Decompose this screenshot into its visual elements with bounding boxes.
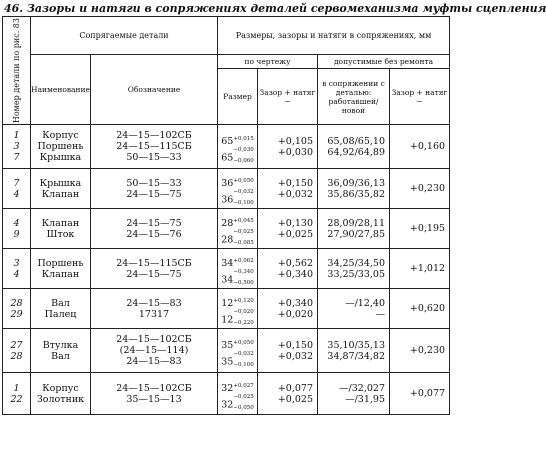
size-line	[218, 393, 257, 411]
size-base: 12	[221, 314, 234, 325]
size-base: 36	[221, 177, 234, 189]
allowable-mating-line: —	[375, 308, 385, 320]
allowable-mating	[318, 169, 390, 209]
size-base: 32	[221, 399, 234, 410]
clearance-value-line: +0,025	[277, 393, 313, 405]
header-part-number: Номер детали по рис. 83	[3, 17, 31, 125]
size-tolerance	[233, 189, 253, 211]
size-tolerance	[233, 340, 253, 351]
part-designation-line: 17317	[138, 308, 170, 320]
clearance-value-line: +0,150	[277, 177, 313, 189]
table-row	[3, 249, 450, 289]
table-row	[3, 373, 450, 415]
size-base: 28	[221, 217, 234, 229]
allowable-mating-line: 27,90/27,85	[327, 228, 385, 240]
size-line	[218, 136, 257, 147]
part-designation-line: 24—15—75	[126, 217, 182, 229]
size-cell	[218, 373, 258, 415]
size-line	[218, 340, 257, 351]
table-body	[3, 125, 450, 415]
size-base: 28	[221, 234, 234, 245]
part-designation	[91, 209, 218, 249]
tolerance-upper: −0,025	[233, 228, 254, 235]
size-base: 32	[221, 382, 234, 394]
table-title: 46. Зазоры и натяги в сопряжениях деталей сервомеханизма муфты сцепления	[4, 2, 546, 15]
part-name-line: Вал	[51, 297, 70, 309]
allowable-mating	[318, 289, 390, 329]
part-name-line: Вал	[51, 350, 70, 362]
size-base: 65	[221, 152, 234, 163]
header-allowable: допустимые без ремонта	[318, 55, 450, 69]
tolerance-lower: −0,085	[233, 239, 254, 246]
part-designation-line: 24—15—102СБ	[116, 334, 192, 345]
part-number-line: 1	[13, 130, 20, 141]
tolerance-lower: −0,100	[233, 361, 254, 368]
part-designation	[91, 125, 218, 169]
size-line	[218, 383, 257, 394]
part-name	[31, 125, 91, 169]
tolerance-upper: +0,050	[233, 177, 254, 184]
clearance-value-line: +0,032	[277, 350, 313, 362]
part-name-line: Шток	[46, 228, 75, 240]
size-base: 34	[221, 274, 234, 285]
allowable-mating-line: 33,25/33,05	[327, 268, 385, 280]
part-number-line: 7	[13, 177, 20, 189]
part-designation-line: 50—15—33	[126, 152, 182, 163]
part-number	[3, 125, 31, 169]
size-tolerance	[233, 269, 253, 291]
allowable-mating-line: 35,10/35,13	[327, 339, 385, 351]
allowable-mating-line: —/31,95	[345, 393, 385, 405]
size-tolerance	[233, 136, 253, 147]
part-name-line: Корпус	[42, 382, 79, 394]
tolerance-lower: −0,100	[233, 199, 254, 206]
clearance-value-line: +0,340	[277, 297, 313, 309]
allowable-clearance-line: +0,230	[409, 183, 446, 194]
tolerance-upper: −0,020	[233, 308, 254, 315]
size-base: 65	[221, 135, 234, 147]
part-name	[31, 249, 91, 289]
part-number-line: 27	[10, 339, 23, 351]
clearance-value-line: +0,077	[277, 382, 313, 394]
tolerance-lower: −0,060	[233, 157, 254, 164]
allowable-clearance-line: +0,160	[409, 141, 446, 152]
part-name	[31, 289, 91, 329]
size-cell	[218, 125, 258, 169]
part-name-line: Клапан	[41, 217, 80, 229]
part-number-line: 1	[13, 382, 20, 394]
size-base: 35	[221, 356, 234, 367]
allowable-mating	[318, 373, 390, 415]
part-number	[3, 373, 31, 415]
part-name-line: Втулка	[42, 339, 79, 351]
allowable-clearance-line: +0,195	[409, 223, 446, 234]
allowable-clearance	[390, 249, 450, 289]
part-name	[31, 169, 91, 209]
tolerance-upper: +0,050	[233, 339, 254, 346]
size-cell	[218, 329, 258, 373]
size-tolerance	[233, 394, 253, 416]
size-tolerance	[233, 383, 253, 394]
part-number	[3, 169, 31, 209]
allowable-mating-line: 36,09/36,13	[327, 177, 385, 189]
size-tolerance	[233, 178, 253, 189]
clearance-value-line: +0,562	[277, 257, 313, 269]
clearance-value	[258, 169, 318, 209]
part-number	[3, 289, 31, 329]
part-designation-line: 24—15—83	[126, 297, 182, 309]
allowable-mating	[318, 249, 390, 289]
tolerance-upper: −0,340	[233, 268, 254, 275]
size-cell	[218, 169, 258, 209]
part-name	[31, 373, 91, 415]
size-line	[218, 228, 257, 246]
header-by-drawing: по чертежу	[218, 55, 318, 69]
part-designation	[91, 169, 218, 209]
part-designation	[91, 373, 218, 415]
size-cell	[218, 289, 258, 329]
size-tolerance	[233, 258, 253, 269]
allowable-mating-line: 34,25/34,50	[327, 257, 385, 269]
size-base: 34	[221, 257, 234, 269]
part-name-line: Палец	[44, 308, 77, 320]
size-tolerance	[233, 218, 253, 229]
clearance-table	[2, 16, 450, 415]
size-line	[218, 218, 257, 229]
clearance-value	[258, 125, 318, 169]
tolerance-upper: −0,030	[233, 146, 254, 153]
tolerance-upper: −0,032	[233, 188, 254, 195]
tolerance-lower: −0,500	[233, 279, 254, 286]
clearance-value-line: +0,030	[277, 146, 313, 158]
allowable-clearance	[390, 289, 450, 329]
size-tolerance	[233, 309, 253, 331]
part-number-line: 28	[10, 350, 23, 362]
size-line	[218, 188, 257, 206]
size-line	[218, 178, 257, 189]
clearance-value	[258, 249, 318, 289]
tolerance-lower: −0,050	[233, 404, 254, 411]
allowable-clearance-line: +0,620	[409, 303, 446, 314]
size-line	[218, 350, 257, 368]
clearance-value-line: +0,025	[277, 228, 313, 240]
part-number	[3, 249, 31, 289]
part-number-line: 4	[13, 217, 20, 229]
size-cell	[218, 249, 258, 289]
part-designation-line: 24—15—115СБ	[116, 257, 192, 269]
size-tolerance	[233, 351, 253, 373]
allowable-clearance-line: +1,012	[409, 263, 446, 274]
header-dimensions: Размеры, зазоры и натяги в сопряжениях, мм	[218, 17, 450, 55]
header-name: Наименование	[31, 55, 91, 125]
part-number-line: 3	[13, 141, 20, 152]
part-number	[3, 209, 31, 249]
clearance-value	[258, 329, 318, 373]
clearance-value	[258, 373, 318, 415]
header-size: Размер	[218, 69, 258, 125]
table-row	[3, 329, 450, 373]
allowable-clearance-line: +0,077	[409, 388, 446, 399]
part-designation-line: 50—15—33	[126, 177, 182, 189]
size-line	[218, 146, 257, 164]
part-designation-line: 24—15—76	[126, 228, 182, 240]
allowable-clearance-line: +0,230	[409, 345, 446, 356]
part-designation-line: 24—15—102СБ	[116, 130, 192, 141]
size-line	[218, 308, 257, 326]
clearance-value	[258, 209, 318, 249]
size-line	[218, 258, 257, 269]
part-name-line: Клапан	[41, 268, 80, 280]
allowable-mating	[318, 125, 390, 169]
tolerance-upper: +0,027	[233, 382, 254, 389]
allowable-mating-line: —/12,40	[345, 297, 385, 309]
size-line	[218, 268, 257, 286]
part-name	[31, 209, 91, 249]
part-number-line: 7	[13, 152, 20, 163]
table-row	[3, 169, 450, 209]
header-in-mating: в сопряжении с деталью: работавшей/новой	[318, 69, 390, 125]
part-number	[3, 329, 31, 373]
part-name	[31, 329, 91, 373]
size-base: 35	[221, 339, 234, 351]
size-base: 36	[221, 194, 234, 205]
table-row	[3, 209, 450, 249]
part-number-line: 4	[13, 268, 20, 280]
header-designation: Обозначение	[91, 55, 218, 125]
part-designation	[91, 329, 218, 373]
tolerance-upper: −0,032	[233, 350, 254, 357]
part-name-line: Золотник	[36, 393, 85, 405]
size-base: 12	[221, 297, 234, 309]
size-tolerance	[233, 147, 253, 169]
tolerance-upper: +0,062	[233, 257, 254, 264]
part-number-line: 4	[13, 188, 20, 200]
part-name-line: Поршень	[37, 141, 84, 152]
clearance-value-line: +0,150	[277, 339, 313, 351]
clearance-value-line: +0,340	[277, 268, 313, 280]
part-designation-line: 35—15—13	[126, 393, 182, 405]
allowable-clearance	[390, 209, 450, 249]
allowable-mating	[318, 209, 390, 249]
clearance-value-line: +0,130	[277, 217, 313, 229]
tolerance-upper: +0,015	[233, 135, 254, 142]
part-designation	[91, 289, 218, 329]
allowable-clearance	[390, 125, 450, 169]
part-name-line: Поршень	[37, 257, 84, 269]
allowable-mating-line: 34,87/34,82	[327, 350, 385, 362]
allowable-mating-line: 28,09/28,11	[327, 217, 385, 229]
part-name-line: Корпус	[42, 130, 79, 141]
part-designation-line: (24—15—114)	[119, 345, 189, 356]
part-number-line: 29	[10, 308, 23, 320]
allowable-mating	[318, 329, 390, 373]
part-designation-line: 24—15—75	[126, 188, 182, 200]
allowable-mating-line: 65,08/65,10	[327, 135, 385, 147]
header-clearance: Зазор + натяг −	[258, 69, 318, 125]
part-number-line: 3	[13, 257, 20, 269]
table-row	[3, 125, 450, 169]
part-number-line: 9	[13, 228, 20, 240]
size-tolerance	[233, 298, 253, 309]
clearance-value-line: +0,020	[277, 308, 313, 320]
part-designation	[91, 249, 218, 289]
size-tolerance	[233, 229, 253, 251]
allowable-mating-line: 35,86/35,82	[327, 188, 385, 200]
allowable-clearance	[390, 373, 450, 415]
part-designation-line: 24—15—102СБ	[116, 382, 192, 394]
part-designation-line: 24—15—115СБ	[116, 141, 192, 152]
clearance-value-line: +0,032	[277, 188, 313, 200]
part-number-line: 22	[10, 393, 23, 405]
part-name-line: Крышка	[39, 177, 82, 189]
size-line	[218, 298, 257, 309]
part-name-line: Крышка	[39, 152, 82, 163]
allowable-mating-line: —/32,027	[339, 382, 385, 394]
header-mating-parts: Сопрягаемые детали	[31, 17, 218, 55]
size-cell	[218, 209, 258, 249]
clearance-value-line: +0,105	[277, 135, 313, 147]
clearance-value	[258, 289, 318, 329]
part-number-line: 28	[10, 297, 23, 309]
table-row	[3, 289, 450, 329]
part-name-line: Клапан	[41, 188, 80, 200]
tolerance-upper: +0,045	[233, 217, 254, 224]
tolerance-upper: +0,120	[233, 297, 254, 304]
allowable-mating-line: 64,92/64,89	[327, 146, 385, 158]
part-designation-line: 24—15—83	[126, 356, 182, 367]
part-designation-line: 24—15—75	[126, 268, 182, 280]
tolerance-upper: −0,025	[233, 393, 254, 400]
allowable-clearance	[390, 169, 450, 209]
allowable-clearance	[390, 329, 450, 373]
header-clearance-allowable: Зазор + натяг −	[390, 69, 450, 125]
tolerance-lower: −0,220	[233, 319, 254, 326]
